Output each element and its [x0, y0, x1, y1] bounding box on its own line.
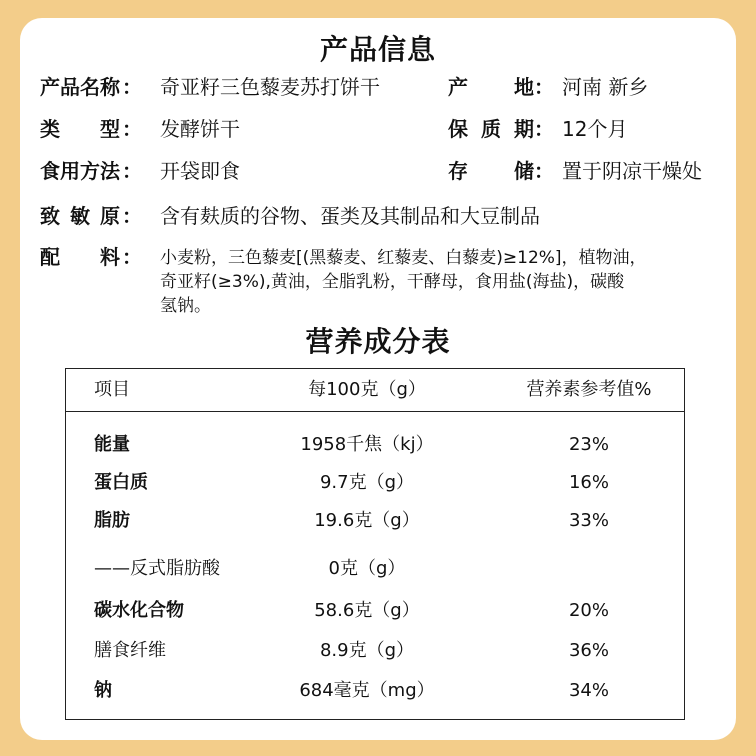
allergen-label-1: 致	[40, 204, 60, 228]
ingredients-value: 小麦粉，三色藜麦[(黑藜麦、红藜麦、白藜麦)≥12%]，植物油， 奇亚籽(≥3%),黄油，全脂乳粉，干酵母，食用盐(海盐)，碳酸 氢钠。	[160, 248, 647, 316]
ingredients-label-2: 料	[100, 245, 120, 269]
name-value: 奇亚籽三色藜麦苏打饼干	[160, 75, 380, 99]
colon: ：	[534, 117, 554, 141]
row-nrv: 33%	[568, 510, 609, 531]
header-per100: 每100克（g）	[308, 379, 426, 400]
row-per100: 58.6克（g）	[314, 600, 420, 621]
colon: ：	[534, 159, 554, 183]
name-label: 产品名称	[40, 75, 120, 99]
row-per100: 1958千焦（kj）	[300, 434, 434, 455]
row-item: 碳水化合物	[94, 600, 184, 621]
row-nrv: 16%	[568, 472, 609, 493]
row-item: 蛋白质	[94, 472, 148, 493]
shelf-label-1: 保	[448, 117, 468, 141]
type-label-2: 型	[100, 117, 120, 141]
allergen-label-2: 敏	[70, 204, 90, 228]
colon: ：	[122, 75, 142, 99]
product-info-card	[20, 18, 736, 740]
header-item: 项目	[94, 379, 130, 400]
origin-label-2: 地	[514, 75, 534, 99]
origin-label-1: 产	[448, 75, 468, 99]
origin-value: 河南 新乡	[562, 75, 649, 99]
allergen-value: 含有麸质的谷物、蛋类及其制品和大豆制品	[160, 204, 540, 228]
row-nrv: 34%	[568, 680, 609, 701]
row-nrv: 20%	[568, 600, 609, 621]
colon: ：	[122, 245, 142, 269]
storage-label-2: 储	[514, 159, 534, 183]
colon: ：	[534, 75, 554, 99]
row-per100: 9.7克（g）	[319, 472, 415, 493]
colon: ：	[122, 159, 142, 183]
row-item: 脂肪	[94, 510, 130, 531]
row-item: 膳食纤维	[94, 640, 166, 661]
shelf-label-2: 质	[481, 117, 501, 141]
shelf-value: 12个月	[562, 117, 628, 141]
row-per100: 684毫克（mg）	[299, 680, 435, 701]
type-value: 发酵饼干	[160, 117, 240, 141]
nutrition-title: 营养成分表	[305, 325, 451, 358]
storage-value: 置于阴凉干燥处	[562, 159, 702, 183]
usage-value: 开袋即食	[160, 159, 240, 183]
ingredients-label-1: 配	[40, 245, 60, 269]
row-per100: 19.6克（g）	[314, 510, 420, 531]
product-info-title: 产品信息	[319, 33, 436, 66]
type-label-1: 类	[40, 117, 60, 141]
usage-label: 食用方法	[40, 159, 120, 183]
row-item: ——反式脂肪酸	[94, 558, 220, 579]
shelf-label-3: 期	[514, 117, 534, 141]
nutrition-table-header	[66, 369, 684, 412]
row-nrv: 23%	[568, 434, 609, 455]
row-per100: 8.9克（g）	[319, 640, 415, 661]
row-item: 钠	[94, 680, 112, 701]
colon: ：	[122, 204, 142, 228]
row-per100: 0克（g）	[328, 558, 406, 579]
allergen-label-3: 原	[100, 204, 120, 228]
header-nrv: 营养素参考值%	[526, 379, 652, 400]
nutrition-table	[65, 368, 685, 720]
row-item: 能量	[94, 434, 130, 455]
colon: ：	[122, 117, 142, 141]
storage-label-1: 存	[448, 159, 468, 183]
row-nrv: 36%	[568, 640, 609, 661]
